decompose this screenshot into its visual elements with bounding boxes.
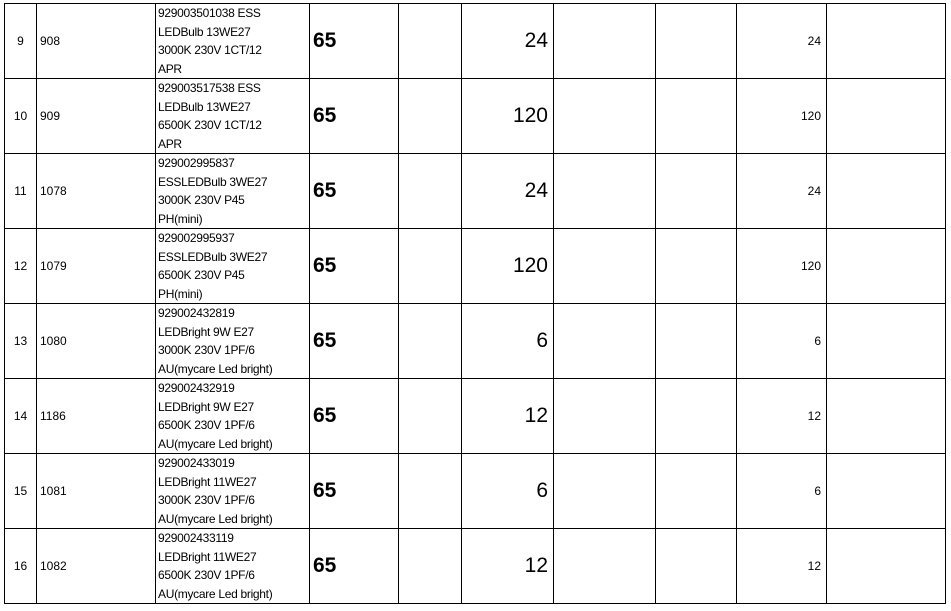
quantity-total-cell: 120 [737, 229, 827, 304]
row-number-cell: 9 [5, 4, 37, 79]
quantity-cell: 6 [462, 304, 554, 379]
empty-cell [554, 529, 656, 604]
empty-cell [827, 454, 946, 529]
table-row [5, 154, 946, 229]
table-row [5, 454, 946, 529]
item-code-cell: 908 [37, 4, 156, 79]
empty-cell [399, 454, 462, 529]
quantity-cell: 12 [462, 379, 554, 454]
value-cell: 65 [310, 154, 399, 229]
item-code-cell: 1079 [37, 229, 156, 304]
value-cell: 65 [310, 229, 399, 304]
description-cell: 929002433119 LEDBright 11WE27 6500K 230V 1PF/6 AU(mycare Led bright) [156, 529, 310, 604]
quantity-cell: 24 [462, 4, 554, 79]
empty-cell [399, 379, 462, 454]
product-table [4, 3, 946, 604]
empty-cell [656, 454, 737, 529]
table-row [5, 529, 946, 604]
description-cell: 929002433019 LEDBright 11WE27 3000K 230V 1PF/6 AU(mycare Led bright) [156, 454, 310, 529]
empty-cell [827, 4, 946, 79]
value-cell: 65 [310, 454, 399, 529]
quantity-total-cell: 120 [737, 79, 827, 154]
empty-cell [656, 79, 737, 154]
empty-cell [656, 304, 737, 379]
quantity-cell: 24 [462, 154, 554, 229]
quantity-total-cell: 24 [737, 4, 827, 79]
item-code-cell: 1078 [37, 154, 156, 229]
quantity-total-cell: 12 [737, 379, 827, 454]
empty-cell [656, 154, 737, 229]
empty-cell [827, 304, 946, 379]
quantity-cell: 12 [462, 529, 554, 604]
empty-cell [656, 4, 737, 79]
table-row [5, 229, 946, 304]
quantity-cell: 120 [462, 79, 554, 154]
empty-cell [554, 154, 656, 229]
item-code-cell: 1186 [37, 379, 156, 454]
row-number-cell: 12 [5, 229, 37, 304]
description-cell: 929002432819 LEDBright 9W E27 3000K 230V 1PF/6 AU(mycare Led bright) [156, 304, 310, 379]
table-row [5, 79, 946, 154]
item-code-cell: 909 [37, 79, 156, 154]
table-row [5, 379, 946, 454]
empty-cell [554, 454, 656, 529]
value-cell: 65 [310, 79, 399, 154]
table-row [5, 304, 946, 379]
empty-cell [827, 154, 946, 229]
quantity-total-cell: 24 [737, 154, 827, 229]
empty-cell [399, 529, 462, 604]
empty-cell [554, 4, 656, 79]
empty-cell [656, 529, 737, 604]
description-cell: 929003517538 ESS LEDBulb 13WE27 6500K 230V 1CT/12 APR [156, 79, 310, 154]
empty-cell [827, 529, 946, 604]
item-code-cell: 1080 [37, 304, 156, 379]
empty-cell [656, 379, 737, 454]
description-cell: 929002995937 ESSLEDBulb 3WE27 6500K 230V P45 PH(mini) [156, 229, 310, 304]
empty-cell [399, 79, 462, 154]
table-row [5, 4, 946, 79]
value-cell: 65 [310, 379, 399, 454]
item-code-cell: 1082 [37, 529, 156, 604]
empty-cell [554, 379, 656, 454]
empty-cell [827, 379, 946, 454]
empty-cell [554, 79, 656, 154]
empty-cell [399, 229, 462, 304]
row-number-cell: 11 [5, 154, 37, 229]
quantity-cell: 6 [462, 454, 554, 529]
row-number-cell: 10 [5, 79, 37, 154]
row-number-cell: 14 [5, 379, 37, 454]
empty-cell [399, 4, 462, 79]
quantity-total-cell: 6 [737, 454, 827, 529]
quantity-total-cell: 12 [737, 529, 827, 604]
empty-cell [554, 229, 656, 304]
description-cell: 929002995837 ESSLEDBulb 3WE27 3000K 230V P45 PH(mini) [156, 154, 310, 229]
product-table-body [5, 4, 946, 604]
row-number-cell: 15 [5, 454, 37, 529]
row-number-cell: 16 [5, 529, 37, 604]
item-code-cell: 1081 [37, 454, 156, 529]
description-cell: 929002432919 LEDBright 9W E27 6500K 230V 1PF/6 AU(mycare Led bright) [156, 379, 310, 454]
empty-cell [399, 154, 462, 229]
value-cell: 65 [310, 304, 399, 379]
value-cell: 65 [310, 529, 399, 604]
quantity-total-cell: 6 [737, 304, 827, 379]
empty-cell [399, 304, 462, 379]
empty-cell [554, 304, 656, 379]
value-cell: 65 [310, 4, 399, 79]
empty-cell [656, 229, 737, 304]
quantity-cell: 120 [462, 229, 554, 304]
row-number-cell: 13 [5, 304, 37, 379]
empty-cell [827, 79, 946, 154]
description-cell: 929003501038 ESS LEDBulb 13WE27 3000K 230V 1CT/12 APR [156, 4, 310, 79]
empty-cell [827, 229, 946, 304]
